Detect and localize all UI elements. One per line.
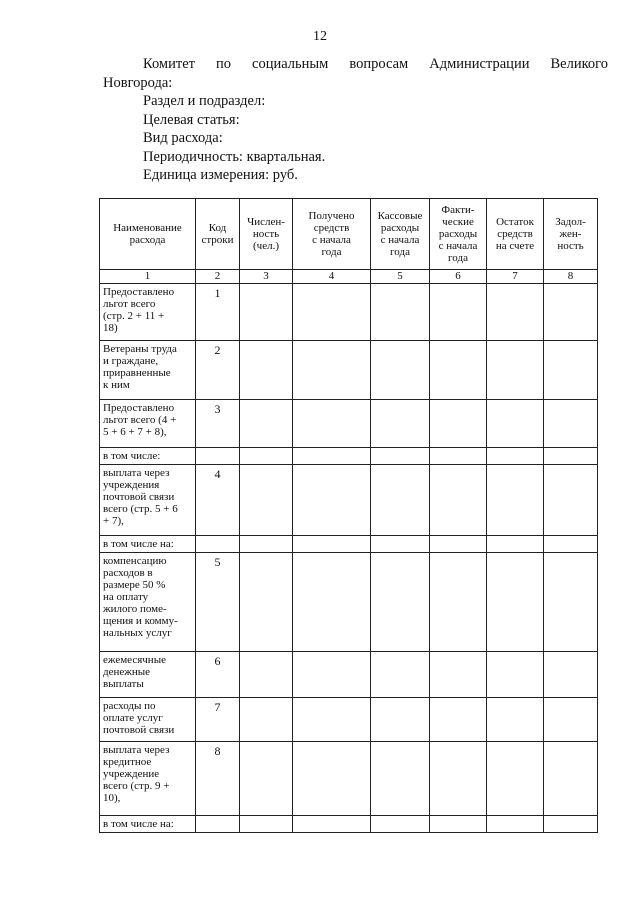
row-code <box>196 536 240 553</box>
cell <box>544 341 598 400</box>
column-number-row <box>100 270 598 284</box>
cell <box>240 465 293 536</box>
column-number: 7 <box>487 270 544 284</box>
cell <box>371 284 430 341</box>
table-row <box>100 341 598 400</box>
cell <box>544 536 598 553</box>
expense-report-table <box>99 198 598 833</box>
cell <box>371 536 430 553</box>
row-code: 1 <box>196 284 240 341</box>
report-header <box>103 55 608 185</box>
cell <box>544 284 598 341</box>
row-code: 8 <box>196 742 240 816</box>
cell <box>371 400 430 448</box>
cell <box>544 816 598 833</box>
header-actual-expenses: Факти- ческие расходы с начала года <box>430 199 487 270</box>
cell <box>487 448 544 465</box>
row-name: Предоставлено льгот всего (стр. 2 + 11 + 18) <box>100 284 196 341</box>
table-row <box>100 400 598 448</box>
row-name: расходы по оплате услуг почтовой связи <box>100 698 196 742</box>
cell <box>293 553 371 652</box>
row-code: 5 <box>196 553 240 652</box>
header-row-code: Код строки <box>196 199 240 270</box>
cell <box>487 742 544 816</box>
header-funds-received: Получено средств с начала года <box>293 199 371 270</box>
row-name: ежемесячные денежные выплаты <box>100 652 196 698</box>
cell <box>487 284 544 341</box>
cell <box>293 284 371 341</box>
row-name: Ветераны труда и граждане, приравненные к ним <box>100 341 196 400</box>
table-row <box>100 816 598 833</box>
cell <box>371 553 430 652</box>
cell <box>430 742 487 816</box>
cell <box>487 816 544 833</box>
committee-line-continuation: Новгорода: <box>103 74 173 91</box>
cell <box>487 536 544 553</box>
cell <box>487 400 544 448</box>
cell <box>430 448 487 465</box>
expense-type-label: Вид расхода: <box>143 130 223 146</box>
cell <box>371 698 430 742</box>
cell <box>240 448 293 465</box>
cell <box>293 465 371 536</box>
cell <box>371 652 430 698</box>
column-number: 8 <box>544 270 598 284</box>
row-name: выплата через кредитное учреждение всего (стр. 9 + 10), <box>100 742 196 816</box>
cell <box>240 553 293 652</box>
cell <box>487 652 544 698</box>
table-row <box>100 284 598 341</box>
cell <box>487 465 544 536</box>
table-row <box>100 652 598 698</box>
cell <box>371 448 430 465</box>
cell <box>487 341 544 400</box>
cell <box>293 652 371 698</box>
cell <box>430 341 487 400</box>
header-headcount: Числен- ность (чел.) <box>240 199 293 270</box>
cell <box>430 698 487 742</box>
cell <box>430 652 487 698</box>
cell <box>293 742 371 816</box>
cell <box>293 341 371 400</box>
cell <box>544 448 598 465</box>
table-row <box>100 553 598 652</box>
cell <box>544 698 598 742</box>
measure-unit-label: Единица измерения: руб. <box>143 167 298 183</box>
cell <box>293 448 371 465</box>
table-row <box>100 465 598 536</box>
cell <box>293 536 371 553</box>
cell <box>430 284 487 341</box>
column-number: 1 <box>100 270 196 284</box>
cell <box>544 742 598 816</box>
cell <box>371 341 430 400</box>
cell <box>293 400 371 448</box>
cell <box>430 536 487 553</box>
table-header-row <box>100 199 598 270</box>
cell <box>430 816 487 833</box>
periodicity-label: Периодичность: квартальная. <box>143 148 326 165</box>
cell <box>371 816 430 833</box>
cell <box>293 698 371 742</box>
row-code: 6 <box>196 652 240 698</box>
cell <box>487 553 544 652</box>
cell <box>544 652 598 698</box>
row-code: 4 <box>196 465 240 536</box>
column-number: 4 <box>293 270 371 284</box>
row-name: в том числе на: <box>100 536 196 553</box>
cell <box>240 816 293 833</box>
header-debt: Задол- жен- ность <box>544 199 598 270</box>
table-row <box>100 742 598 816</box>
cell <box>430 400 487 448</box>
committee-line: Комитет по социальным вопросам Администрации Великого <box>143 56 608 72</box>
page-number: 12 <box>313 29 327 44</box>
cell <box>240 284 293 341</box>
cell <box>240 536 293 553</box>
table-row <box>100 698 598 742</box>
row-code: 2 <box>196 341 240 400</box>
column-number: 5 <box>371 270 430 284</box>
cell <box>544 465 598 536</box>
column-number: 2 <box>196 270 240 284</box>
row-name: компенсацию расходов в размере 50 % на оплату жилого поме- щения и комму- нальных услуг <box>100 553 196 652</box>
cell <box>544 400 598 448</box>
row-code <box>196 816 240 833</box>
cell <box>371 742 430 816</box>
table-row <box>100 536 598 553</box>
column-number: 3 <box>240 270 293 284</box>
row-code: 7 <box>196 698 240 742</box>
row-code <box>196 448 240 465</box>
cell <box>544 553 598 652</box>
cell <box>430 465 487 536</box>
table-row <box>100 448 598 465</box>
header-cash-expenses: Кассовые расходы с начала года <box>371 199 430 270</box>
cell <box>293 816 371 833</box>
row-name: Предоставлено льгот всего (4 + 5 + 6 + 7 + 8), <box>100 400 196 448</box>
row-code: 3 <box>196 400 240 448</box>
row-name: в том числе на: <box>100 816 196 833</box>
cell <box>240 652 293 698</box>
column-number: 6 <box>430 270 487 284</box>
cell <box>371 465 430 536</box>
cell <box>430 553 487 652</box>
section-label: Раздел и подраздел: <box>143 93 266 109</box>
row-name: выплата через учреждения почтовой связи всего (стр. 5 + 6 + 7), <box>100 465 196 536</box>
cell <box>487 698 544 742</box>
target-article-label: Целевая статья: <box>143 111 240 128</box>
cell <box>240 400 293 448</box>
header-expense-name: Наименование расхода <box>100 199 196 270</box>
cell <box>240 698 293 742</box>
header-account-balance: Остаток средств на счете <box>487 199 544 270</box>
cell <box>240 341 293 400</box>
cell <box>240 742 293 816</box>
row-name: в том числе: <box>100 448 196 465</box>
